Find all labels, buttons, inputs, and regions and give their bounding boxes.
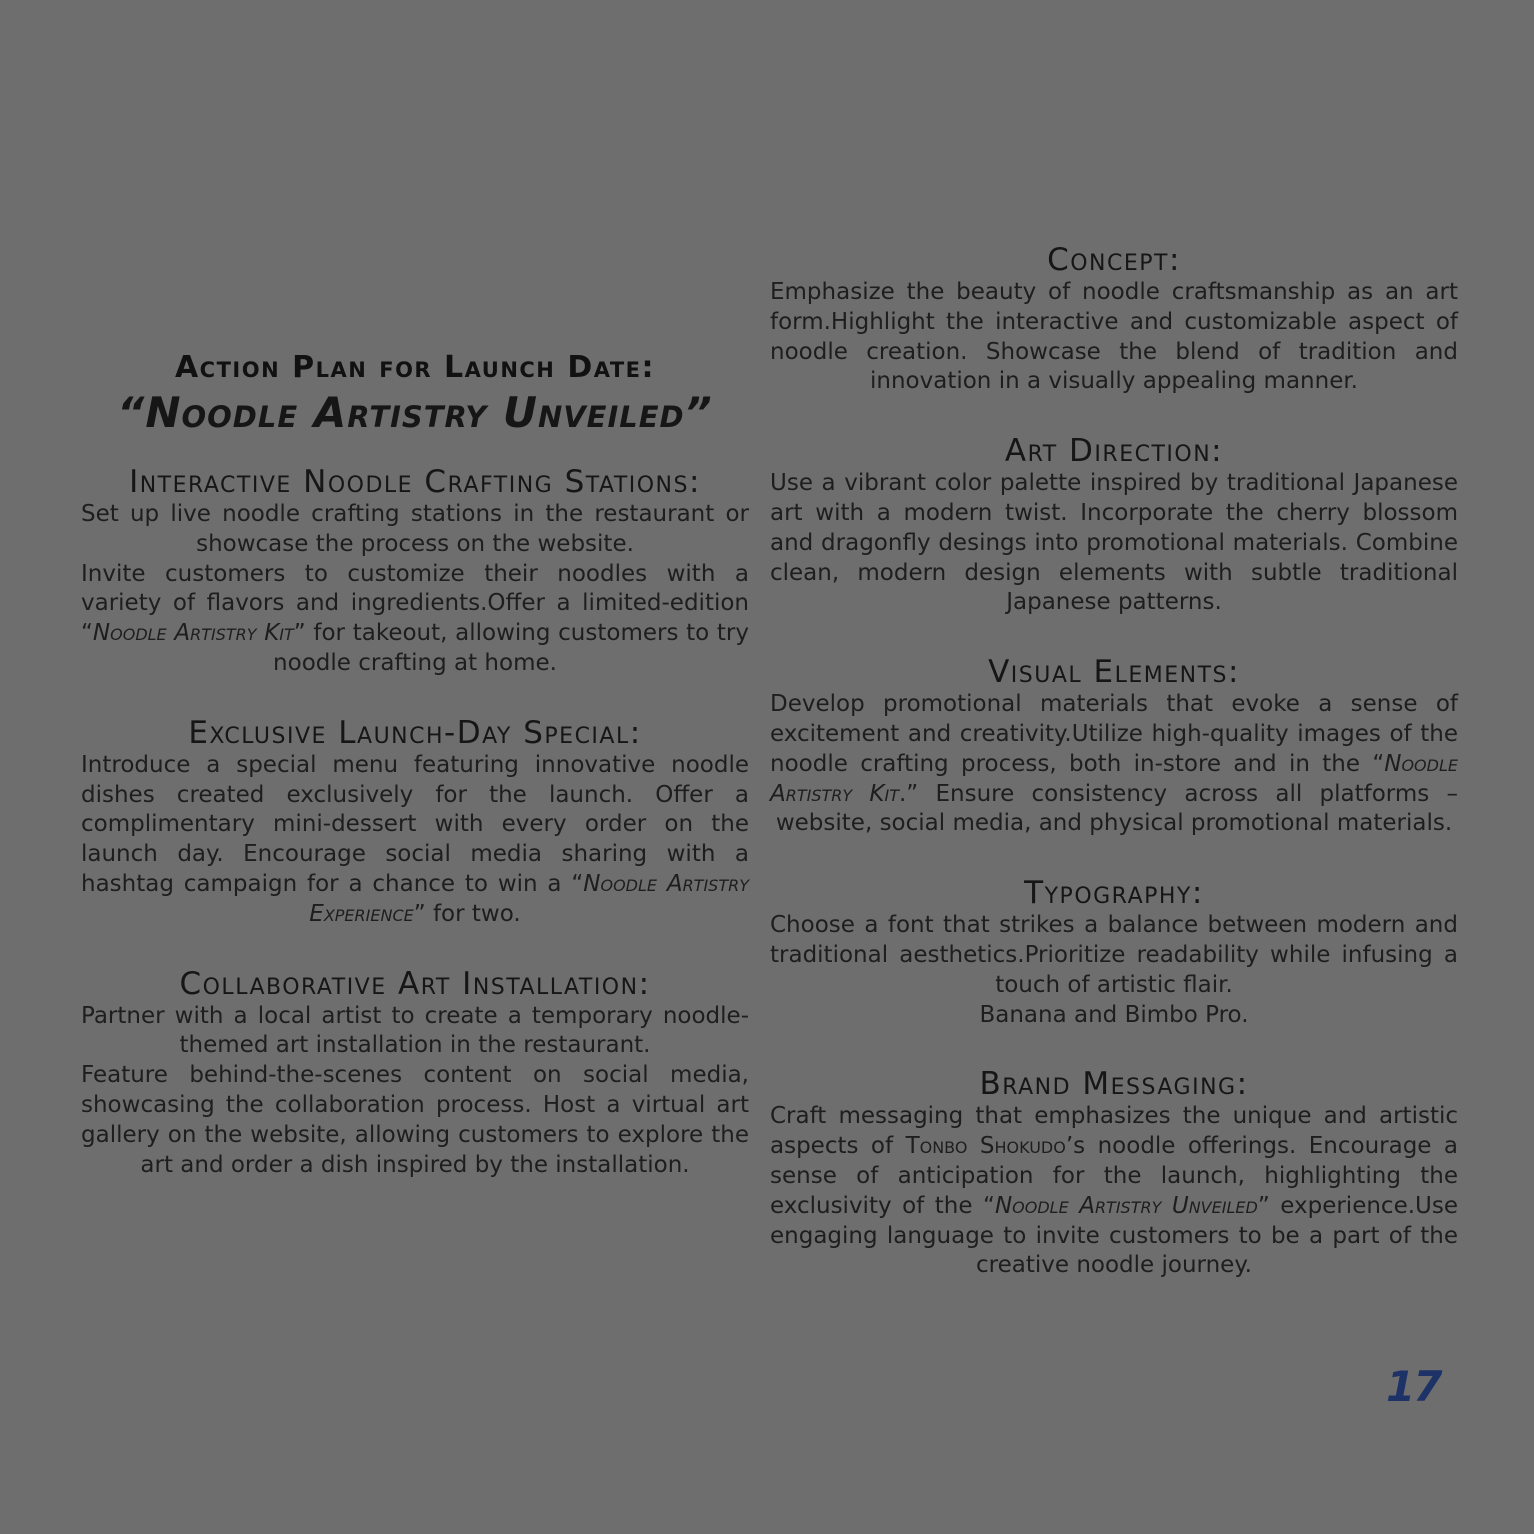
brand-messaging-heading: Brand Messaging: (979, 1066, 1249, 1103)
right-column (770, 242, 1458, 1317)
section-concept (770, 242, 1458, 397)
launch-day-special-paragraph (81, 751, 749, 930)
typography-heading: Typography: (1024, 875, 1204, 912)
typography-paragraph-2: Banana and Bimbo Pro. (979, 1001, 1249, 1028)
art-installation-heading: Collaborative Art Installation: (179, 965, 651, 1002)
launch-day-special-heading: Exclusive Launch-Day Special: (188, 714, 642, 751)
page-subtitle: “Noodle Artistry Unveiled” (117, 388, 713, 437)
launch-day-text-a: Introduce a special menu featuring innovative noodle dishes created exclusively for the launch. Offer a complimentary mini-dessert with every order on the launch day. Encourage social media sharing with a hashtag campaign for a chance to win a “ (81, 751, 749, 897)
brand-messaging-text-c: ’s noodle offerings. Encourage a sense of anticipation for the launch, highlighting the exclusivity of the “ (770, 1133, 1459, 1219)
section-art-installation (81, 966, 749, 1181)
crafting-stations-text-a: Invite customers to customize their noodles with a variety of flavors and ingredients.Offer a limited-edition “ (81, 560, 749, 647)
crafting-stations-heading: Interactive Noodle Crafting Stations: (129, 464, 701, 500)
section-typography (770, 875, 1458, 1030)
art-direction-heading: Art Direction: (1004, 433, 1224, 470)
visual-elements-paragraph (770, 690, 1458, 839)
crafting-stations-text-c: ” for takeout, allowing customers to try noodle crafting at home. (273, 620, 749, 676)
concept-paragraph: Emphasize the beauty of noodle craftsmanship as an art form.Highlight the interactive and customizable aspect of noodle creation. Showcase the blend of tradition and innovation in a visually appealing manner. (770, 279, 1458, 395)
art-installation-paragraph-1: Partner with a local artist to create a temporary noodle-themed art installation in the restaurant. (81, 1002, 749, 1059)
launch-day-text-c: ” for two. (413, 900, 521, 927)
visual-elements-heading: Visual Elements: (988, 654, 1240, 691)
visual-elements-text-c: .” Ensure consistency across all platforms – website, social media, and physical promotional materials. (775, 780, 1458, 837)
left-column (81, 348, 749, 1216)
noodle-artistry-kit-name-2: Noodle Artistry Kit (770, 750, 1458, 807)
art-direction-paragraph: Use a vibrant color palette inspired by traditional Japanese art with a modern twist. Incorporate the cherry blossom and dragonfly desings into promotional materials. Combine clean, modern design elements with subtle traditional Japanese patterns. (770, 470, 1458, 616)
brand-name: Tonbo Shokudo (905, 1133, 1066, 1160)
noodle-artistry-kit-name: Noodle Artistry Kit (92, 620, 294, 647)
section-art-direction (770, 433, 1458, 618)
concept-heading: Concept: (1047, 242, 1181, 278)
section-brand-messaging (770, 1066, 1458, 1281)
brand-messaging-text-e: ” experience.Use engaging language to invite customers to be a part of the creative noodle journey. (770, 1192, 1458, 1279)
section-visual-elements (770, 654, 1458, 839)
noodle-artistry-unveiled-name: Noodle Artistry Unveiled (994, 1192, 1258, 1219)
section-launch-day-special (81, 715, 749, 930)
noodle-artistry-experience-name: Noodle Artistry Experience (309, 870, 749, 927)
section-crafting-stations (81, 464, 749, 679)
crafting-stations-paragraph-1: Set up live noodle crafting stations in the restaurant or showcase the process on the website. (81, 501, 749, 557)
visual-elements-text-a: Develop promotional materials that evoke a sense of excitement and creativity.Utilize high-quality images of the noodle crafting process, both in-store and in the “ (770, 691, 1458, 777)
brand-messaging-paragraph (770, 1102, 1458, 1281)
brand-messaging-text-a: Craft messaging that emphasizes the unique and artistic aspects of (770, 1103, 1458, 1160)
page-title: Action Plan for Launch Date: (174, 350, 656, 385)
page-number: 17 (1386, 1362, 1441, 1411)
art-installation-paragraph-2: Feature behind-the-scenes content on social media, showcasing the collaboration process. Host a virtual art gallery on the website, allowing customers to explore the art and order a dish inspired by the installation. (81, 1062, 749, 1178)
crafting-stations-paragraph-2 (81, 560, 749, 679)
typography-paragraph-1: Choose a font that strikes a balance between modern and traditional aesthetics.Prioritize readability while infusing a touch of artistic flair. (770, 912, 1458, 998)
